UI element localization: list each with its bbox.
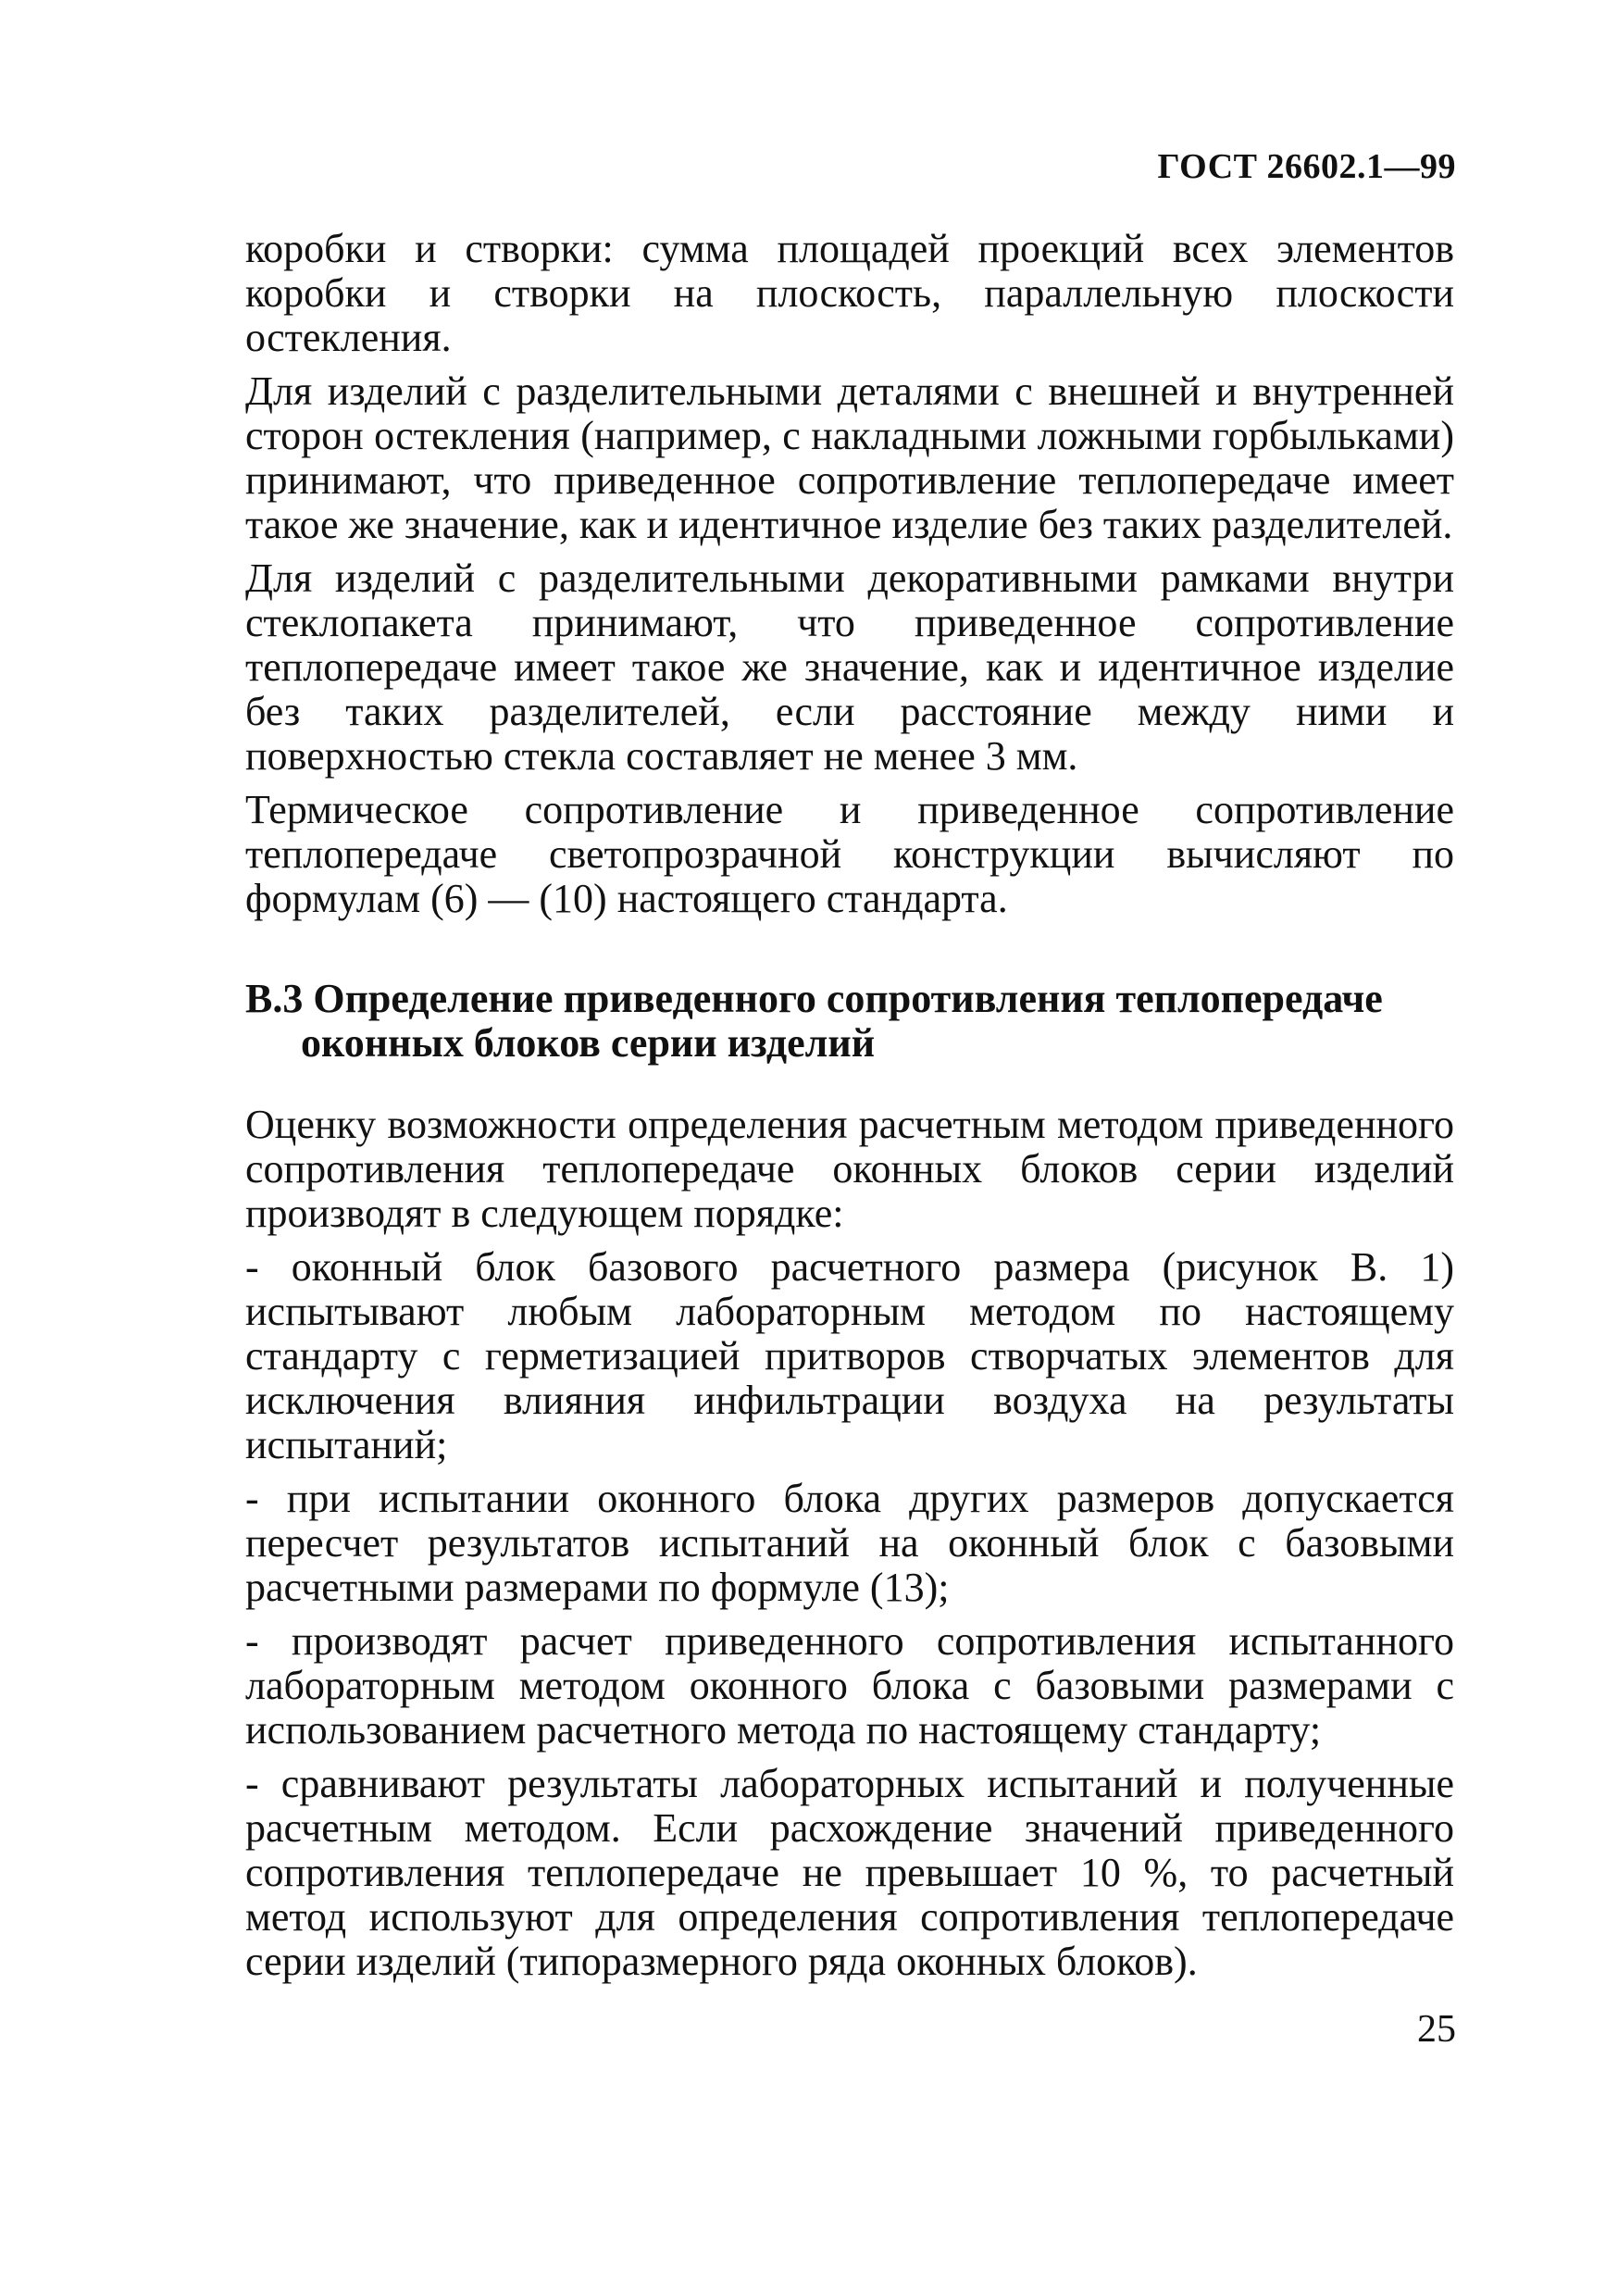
paragraph-text: коробки и створки: сумма площадей проекций всех элементов коробки и створки на плоскость, параллельную плоскости остекления. (245, 226, 1454, 360)
page-number: 25 (1417, 2008, 1456, 2051)
list-item (245, 1245, 1454, 1467)
paragraph-text: Термическое сопротивление и приведенное сопротивление теплопередаче светопрозрачной конструкции вычисляют по формулам (6) — (10) настоящего стандарта. (245, 787, 1454, 921)
paragraph (245, 556, 1454, 779)
section-paragraph (245, 1103, 1454, 1236)
paragraph-text: Оценку возможности определения расчетным методом приведенного сопротивления теплопередаче оконных блоков серии изделий производят в следующем порядке: (245, 1102, 1454, 1236)
section-heading: В.3 Определение приведенного сопротивления теплопередаче оконных блоков серии изделий (245, 976, 1383, 1066)
list-item-text: - производят расчет приведенного сопротивления испытанного лабораторным методом оконного блока с базовыми размерами с использованием расчетного метода по настоящему стандарту; (245, 1618, 1454, 1753)
page-content (245, 227, 1454, 1993)
list-item (245, 1762, 1454, 1984)
list-item (245, 1619, 1454, 1753)
list-item-text: - оконный блок базового расчетного размера (рисунок В. 1) испытывают любым лабораторным методом по настоящему стандарту с герметизацией притворов створчатых элементов для исключения влияния инфильтрации воздуха на результаты испытаний; (245, 1244, 1454, 1467)
paragraph-text: Для изделий с разделительными декоративными рамками внутри стеклопакета принимают, что приведенное сопротивление теплопередаче имеет такое же значение, как и идентичное изделие без таких разделителей, если расстояние между ними и поверхностью стекла составляет не менее 3 мм. (245, 555, 1454, 779)
list-item-text: - сравнивают результаты лабораторных испытаний и полученные расчетным методом. Если расхождение значений приведенного сопротивления теплопередаче не превышает 10 %, то расчетный метод используют для определения сопротивления теплопередаче серии изделий (типоразмерного ряда оконных блоков). (245, 1761, 1454, 1984)
paragraph-continuation (245, 227, 1454, 360)
document-code: ГОСТ 26602.1—99 (1157, 147, 1456, 186)
list-item-text: - при испытании оконного блока других размеров допускается пересчет результатов испытаний на оконный блок с базовыми расчетными размерами по формуле (13); (245, 1476, 1454, 1610)
paragraph (245, 788, 1454, 921)
paragraph (245, 369, 1454, 547)
list-item (245, 1477, 1454, 1610)
paragraph-text: Для изделий с разделительными деталями с внешней и внутренней сторон остекления (например, с накладными ложными горбыльками) принимают, что приведенное сопротивление теплопередаче имеет такое же значение, как и идентичное изделие без таких разделителей. (245, 368, 1454, 547)
